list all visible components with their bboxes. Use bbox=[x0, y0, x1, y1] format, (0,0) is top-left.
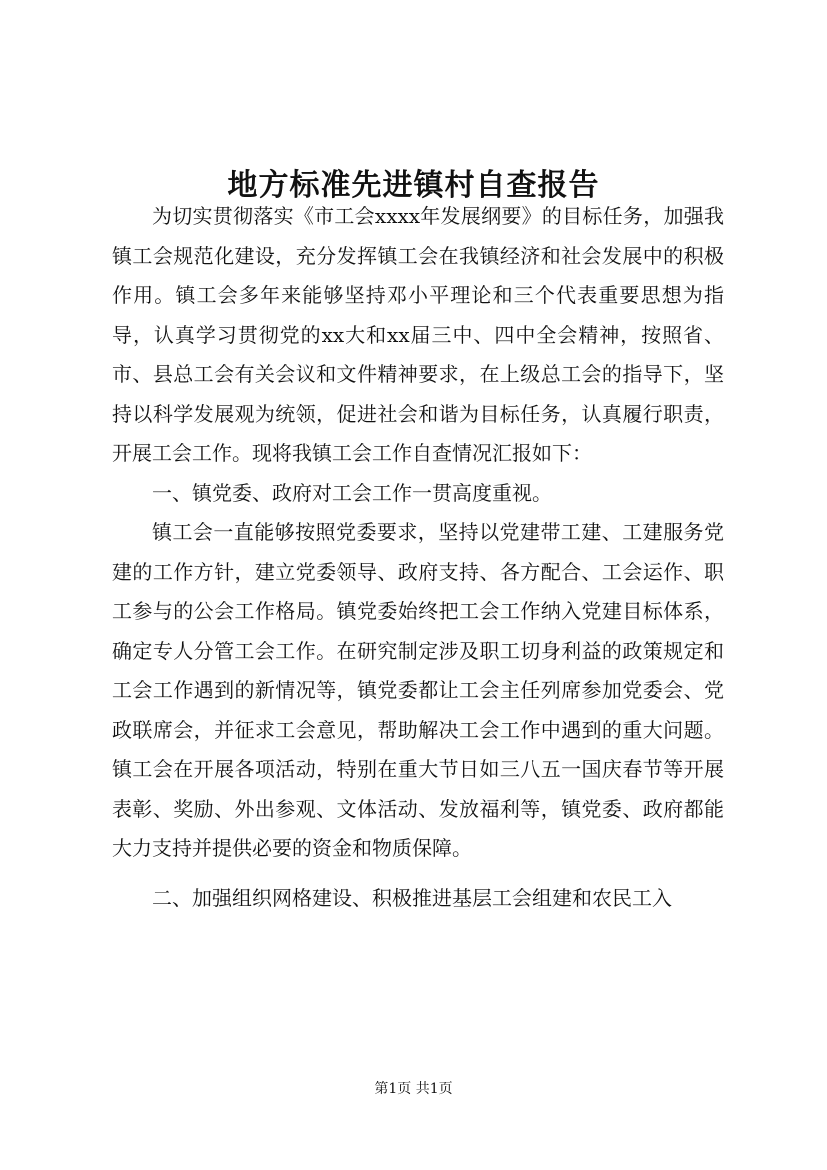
paragraph-intro: 为切实贯彻落实《市工会xxxx年发展纲要》的目标任务，加强我镇工会规范化建设，充分发挥镇工会在我镇经济和社会发展中的积极作用。镇工会多年来能够坚持邓小平理论和三个代表重要思想为指导，认真学习贯彻党的xx大和xx届三中、四中全会精神，按照省、市、县总工会有关会议和文件精神要求，在上级总工会的指导下，坚持以科学发展观为统领，促进社会和谐为目标任务，认真履行职责，开展工会工作。现将我镇工会工作自查情况汇报如下： bbox=[112, 204, 724, 465]
section-heading-1: 一、镇党委、政府对工会工作一贯高度重视。 bbox=[152, 480, 552, 505]
page-footer: 第1页 共1页 bbox=[374, 1081, 453, 1097]
section-heading-2: 二、加强组织网格建设、积极推进基层工会组建和农民工入 bbox=[152, 885, 672, 910]
paragraph-section-1: 镇工会一直能够按照党委要求，坚持以党建带工建、工建服务党建的工作方针，建立党委领导、政府支持、各方配合、工会运作、职工参与的公会工作格局。镇党委始终把工会工作纳入党建目标体系，确定专人分管工会工作。在研究制定涉及职工切身利益的政策规定和工会工作遇到的新情况等，镇党委都让工会主任列席参加党委会、党政联席会，并征求工会意见，帮助解决工会工作中遇到的重大问题。镇工会在开展各项活动，特别在重大节日如三八五一国庆春节等开展表彰、奖励、外出参观、文体活动、发放福利等，镇党委、政府都能大力支持并提供必要的资金和物质保障。 bbox=[112, 520, 724, 860]
document-title: 地方标准先进镇村自查报告 bbox=[227, 168, 600, 204]
document-body bbox=[112, 197, 724, 918]
